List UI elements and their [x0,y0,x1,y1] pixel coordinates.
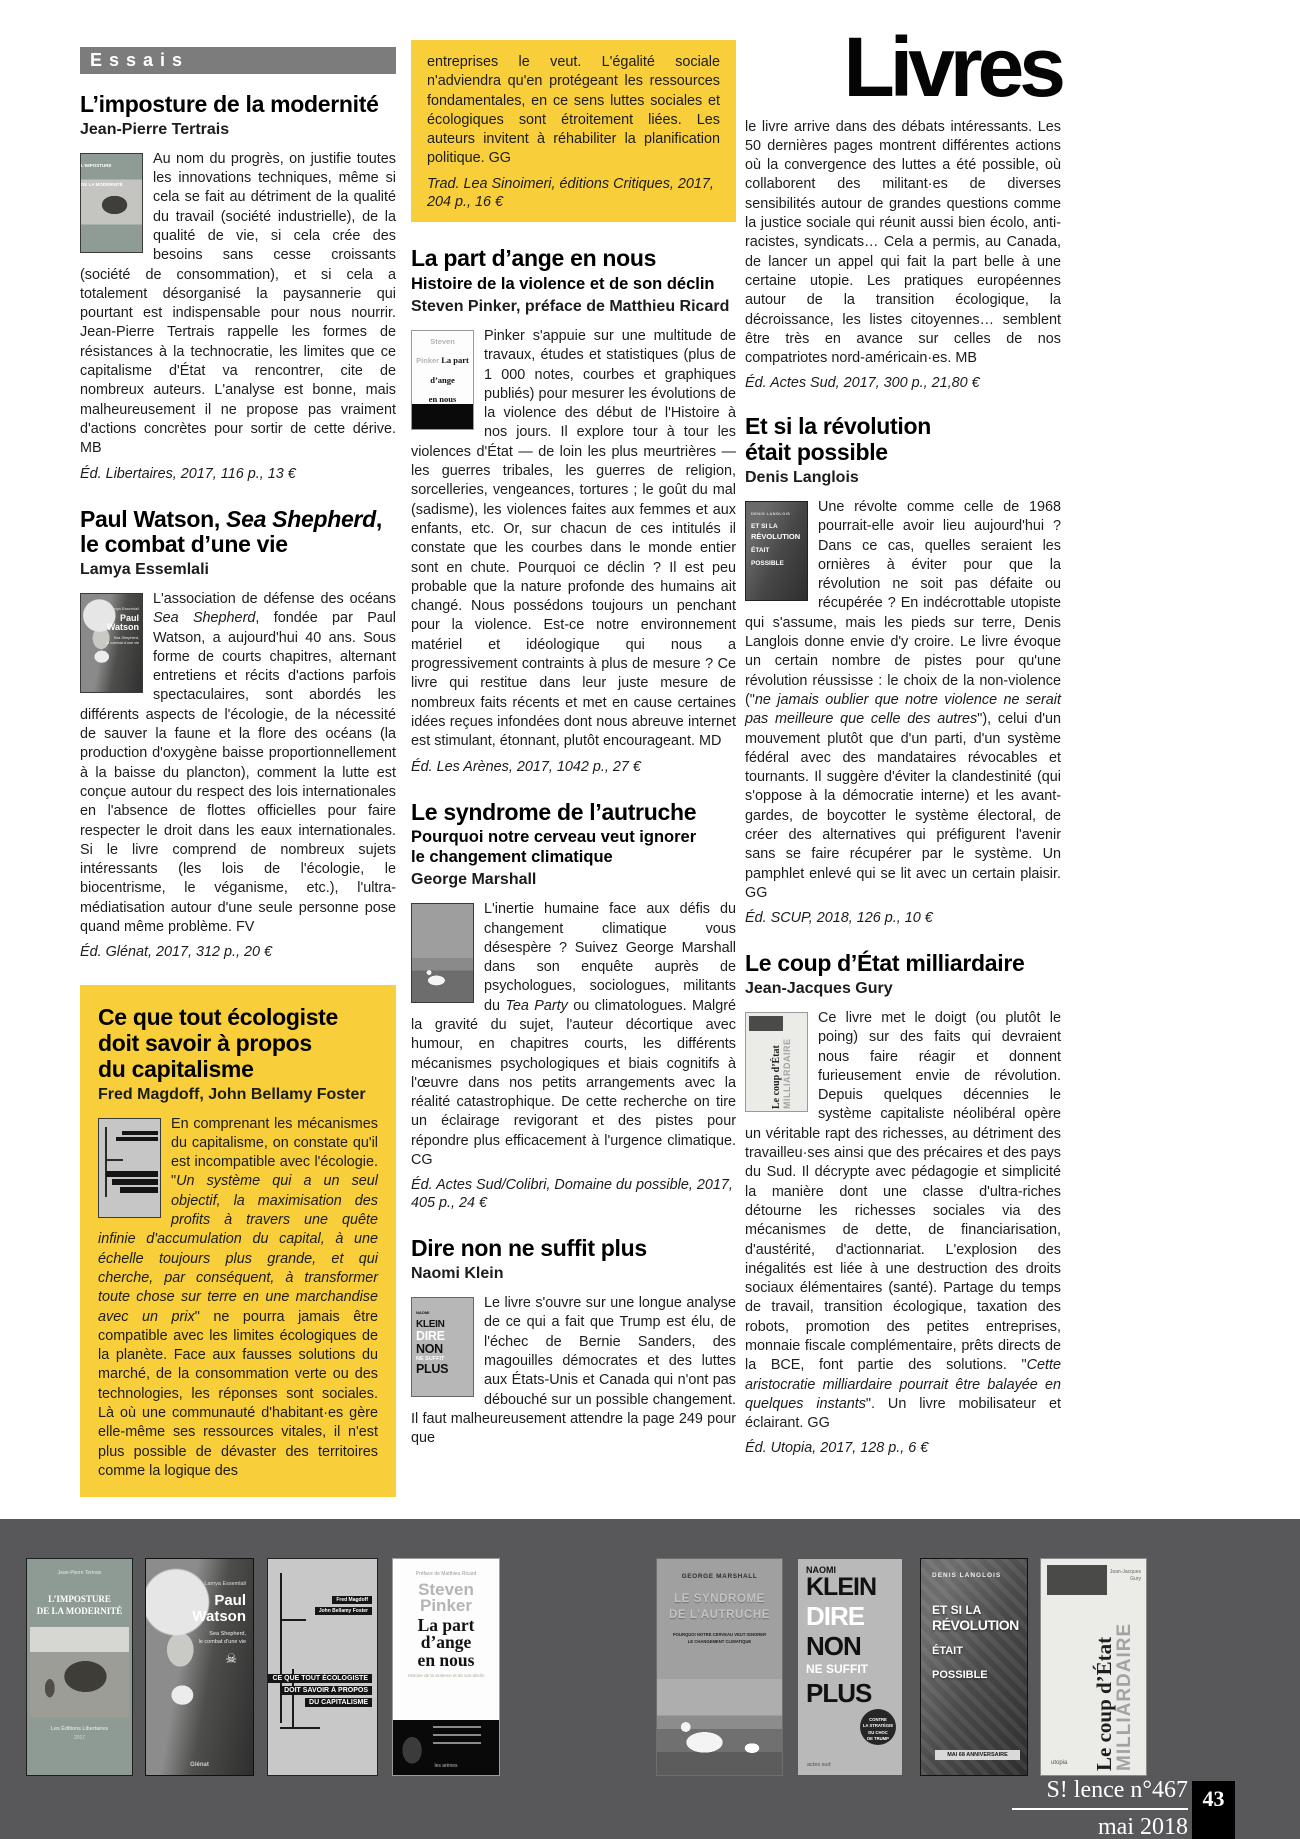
review-title: Le coup d’État milliardaire [745,950,1025,977]
cover-title: LE SYNDROME DE L’AUTRUCHE [668,1593,771,1621]
review-source: Éd. Actes Sud, 2017, 300 p., 21,80 € [745,375,980,392]
review-source: Éd. Glénat, 2017, 312 p., 20 € [80,944,273,961]
review-title: Le syndrome de l’autruche [411,798,697,825]
cover-micro-line [433,1726,481,1728]
review-subtitle: Histoire de la violence et de son déclin [411,274,715,293]
review-author: George Marshall [411,871,537,889]
review-body: Lamya Essemlali Paul Watson Sea Shepherd, le combat d’une vie L'association de défense des océans Sea Shepherd, fondée par Paul Watson, a aujourd'hui 40 ans. Sous forme de courts chapitres, alternant entretiens et récits d'actions parfois spectaculaires, sont abordés les différents aspects de l'écologie, de la nécessité de sauver la faune et la flore des océans (la production d'oxygène baisse proportionnellement à la baisse du plancton), comment la lutte est conçue autour du respect des lois internationales en l'absence de flottes officielles pour faire respecter le droit dans les eaux internationales. Si le livre comprend de nombreux sujets intéressants (les lois de l'écologie, le biocentrisme, le véganisme, etc.), l'ultra-médiatisation autour d'une seule personne pose quand même problème. FV [80,591,396,936]
review-title: La part d’ange en nous [411,244,657,271]
cover-title: L’IMPOSTURE DE LA MODERNITÉ [36,1594,123,1616]
review-imposture [80,92,396,483]
review-title: Paul Watson, Sea Shepherd, le combat d’une vie [80,505,382,558]
book-cover-thumbnail [80,153,143,253]
review-klein [411,1236,736,1448]
polar-bear-illustration [657,1679,782,1775]
review-source: Éd. SCUP, 2018, 126 p., 10 € [745,910,933,927]
cover-micro-line [433,1734,481,1736]
highlight-box-capitalisme [80,985,396,1497]
review-klein-continuation [745,118,1061,393]
cover-author-bar [116,1137,158,1141]
cover-decor-line [105,1159,123,1161]
review-author: Fred Magdoff, John Bellamy Foster [98,1085,366,1103]
book-cover-thumbnail [411,903,474,1003]
thumb-subtitle: Sea Shepherd, le combat d’une vie [106,636,139,646]
review-body: En comprenant les mécanismes du capitalisme, on constate qu'il est incompatible avec l'écologie. "Un système qui a un seul objectif, la maximisation des profits à travers une quête infinie d'accumulation du capital, à une échelle toujours plus grande, et qui cherche, par conséquent, à transformer toute chose sur terre en une marchandise avec un prix" ne pourra jamais être compatible avec les limites écologiques de la planète. Face aux fausses solutions du marché, de la consommation verte ou des technologies, les réponses sont sociales. Là où une communauté d'habitant·es gère elle-même ses ressources vitales, il n'est plus possible de dévaster des territoires comme la logique des [98,1115,378,1479]
thumb-title: L’IMPOSTURE DE LA MODERNITÉ [81,162,123,188]
cover-langlois: DENIS LANGLOIS ET SI LA RÉVOLUTION ÉTAIT POSSIBLE MAI 68 ANNIVERSAIRE [920,1558,1028,1776]
review-body: Steven Pinker La part d’ange en nous Pinker s'appuie sur une multitude de travaux, études et statistiques (plus de 1 000 notes, courbes et graphiques publiés) pour mesurer les évolutions de la violence des début de l'Histoire à nos jours. Il explore tour à tour les violences d'État — de loin les plus meurtrières — les guerres tribales, les guerres de religion, sorcelleries, vengeances, tortures ; le goût du mal (sadisme), les violences faites aux femmes et aux enfants, etc. Or, sur chacun de ces intitulés il constate que les courbes dans le monde entier sont en chute. Pourquoi ce déclin ? Il est peu probable que la nature profonde des humains ait changé. Nous possédons toujours un penchant pour la violence. Est-ce notre environnement matériel et idéologique qui nous a progressivement contraints à plus de mesure ? Ce livre qui restitue dans leur juste mesure de nombreux faits récents et met en cause certaines idées reçues infondées dont nous abreuve internet est stimulant, étonnant, plutôt encourageant. MD [411,328,736,750]
review-author: Jean-Jacques Gury [745,979,893,997]
cover-title-bar [112,1179,158,1185]
review-author: Denis Langlois [745,468,859,486]
cover-decor-line [280,1619,306,1621]
cover-klein: NAOMI KLEIN DIRE NON NE SUFFIT PLUS CONTRE LA STRATÉGIE DU CHOC DE TRUMP actes sud [797,1558,903,1776]
review-title: Dire non ne suffit plus [411,1235,647,1262]
review-magdoff [98,1005,378,1481]
review-marshall [411,800,736,1213]
thumb-author: Steven Pinker [416,337,455,366]
thumb-title-rotated: Le coup d’État MILLIARDAIRE [771,1038,792,1109]
review-source: Éd. Libertaires, 2017, 116 p., 13 € [80,465,296,482]
page-number: 43 [1192,1781,1235,1839]
book-cover-thumbnail: NAOMI KLEIN DIRE NON NE SUFFIT PLUS [411,1297,474,1397]
cover-gury: Jean-Jacques Gury Le coup d’État MILLIARDAIRE utopia [1040,1558,1147,1776]
book-cover-thumbnail: DENIS LANGLOIS ET SI LA RÉVOLUTION ÉTAIT POSSIBLE [745,501,808,601]
cover-subtitle: POURQUOI NOTRE CERVEAU VEUT IGNORER LE CHANGEMENT CLIMATIQUE [672,1632,767,1644]
review-body: Le coup d’État MILLIARDAIRE Ce livre met le doigt (ou plutôt le poing) sur des faits qui devraient nous faire réagir et donnent furieusement envie de révolution. Depuis quelques décennies le système capitaliste néolibéral opère un véritable rapt des richesses, au détriment des travailleu·ses ainsi que des précaires et des pays du Sud. Il décrypte avec pédagogie et simplicité la manière dont une classe d'ultra-riches détourne les richesses sociales via des mécanismes de dette, de financiarisation, d'austérité, d'actionnariat. L'explosion des inégalités est liée à une destruction des droits sociaux élémentaires (santé). Partage du temps de travail, transition écologique, taxation des robots, promotion des petites entreprises, monnaie fiscale complémentaire, prêts directs de la BCE, font partie des solutions. "Cette aristocratie milliardaire pourrait être balayée en quelques instants". Un livre mobilisateur et éclairant. GG [745,1009,1061,1432]
review-title: L’imposture de la modernité [80,91,379,117]
review-body-continuation: entreprises le veut. L'égalité sociale n'adviendra qu'en protégeant les ressources fondamentales, en ce sens luttes sociales et écologiques sont étroitement liées. Les auteurs invitent à réhabiliter la planification politique. GG [427,54,720,167]
cover-author: Jean-Jacques Gury [1109,1569,1141,1582]
highlight-box-continuation [411,40,736,222]
cover-micro-line [433,1742,481,1744]
book-cover-thumbnail [745,1012,808,1112]
book-cover-thumbnail [411,330,474,430]
skull-crossbones-icon: ☠ [225,1651,237,1666]
magazine-name: S! lence n°467 [1012,1777,1188,1810]
cover-imposture: Jean-Pierre Tertrais L’IMPOSTURE DE LA MODERNITÉ Les Éditions Libertaires 2017 [26,1558,133,1776]
review-title: Et si la révolution était possible [745,413,932,466]
cover-decor-line [280,1727,320,1729]
cover-subtitle: Sea Shepherd, le combat d’une vie [198,1631,246,1645]
cover-title: Paul Watson [192,1592,246,1625]
review-author: Jean-Pierre Tertrais [80,120,230,138]
page-title: Livres [843,20,1061,114]
elephant-photo [30,1627,129,1717]
review-gury [745,951,1061,1457]
cover-author-bar [122,1131,158,1135]
cover-bottom-band [412,404,473,429]
cover-title: CE QUE TOUT ÉCOLOGISTE DOIT SAVOIR À PROPOS DU CAPITALISME [268,1671,372,1707]
column-left [80,0,396,1497]
section-header-bar [80,47,396,74]
column-middle [411,0,736,1473]
review-body: DENIS LANGLOIS ET SI LA RÉVOLUTION ÉTAIT POSSIBLE Une révolte comme celle de 1968 pourrait-elle avoir lieu aujourd'hui ? Dans ce cas, quelles seraient les ornières à éviter pour que la révolution ne soit pas défaite ou récupérée ? En indécrottable utopiste qui s'assume, mais les pieds sur terre, Denis Langlois donne envie d'y croire. Le livre évoque un certain nombre de pistes pour qu'une révolution réussisse : le choix de la non-violence ("ne jamais oublier que notre violence ne serait pas meilleure que celle des autres"), celui d'un mouvement plutôt que d'un parti, d'un système fédéral avec des mandataires révocables et tournants. Il suggère d'éviter la clandestinité (qui s'oppose à la démocratie interne) et les avant-gardes, de boycotter le système électoral, de créer des alternatives qui préfigurent l'avenir sans se faire récupérer par le système. Un pamphlet enlevé qui se lit avec un certain plaisir. GG [745,498,1061,901]
cover-decor-line [105,1127,107,1197]
review-source: Éd. Les Arènes, 2017, 1042 p., 27 € [411,758,641,775]
cover-title-rotated: Le coup d’État MILLIARDAIRE [1092,1622,1136,1771]
cover-author: Steven Pinker [418,1580,474,1616]
cover-badge: CONTRE LA STRATÉGIE DU CHOC DE TRUMP [860,1709,896,1745]
issue-date: mai 2018 [1098,1813,1188,1839]
cover-watson: Lamya Essemlali Paul Watson Sea Shepherd, le combat d’une vie ☠ Glénat [145,1558,254,1776]
thumb-title: Paul Watson [106,613,139,633]
review-source: Éd. Actes Sud/Colibri, Domaine du possible, 2017, 405 p., 24 € [411,1177,733,1212]
review-title: Ce que tout écologiste doit savoir à propos du capitalisme [98,1004,339,1082]
cover-title: ET SI LA RÉVOLUTION ÉTAIT POSSIBLE [932,1603,1019,1681]
review-body: NAOMI KLEIN DIRE NON NE SUFFIT PLUS Le livre s'ouvre sur une longue analyse de ce qui a fait que Trump est élu, de l'échec de Bernie Sanders, des magouilles démocrates et des luttes aux États-Unis et Canada qui n'ont pas débouché sur un possible changement. Il faut malheureusement attendre la page 249 pour que [411,1295,736,1447]
book-covers-strip [0,1519,1300,1839]
review-body: L'inertie humaine face aux défis du changement climatique vous désespère ? Suivez George Marshall dans son enquête auprès de psychologues, sociologues, militants du Tea Party ou climatologues. Malgré la gravité du sujet, l'auteur décortique avec humour, en chapitres courts, les différents mécanismes psychologiques et biais cognitifs à l'œuvre dans nos petits arrangements avec la réalité catastrophique. De cette recherche on tire un éclairage revigorant et des pistes pour répondre plus efficacement à l'urgence climatique. CG [411,901,736,1169]
review-langlois [745,414,1061,927]
cover-marshall: GEORGE MARSHALL LE SYNDROME DE L’AUTRUCHE POURQUOI NOTRE CERVEAU VEUT IGNORER LE CHANGEMENT CLIMATIQUE [656,1558,783,1776]
cover-magdoff [267,1558,378,1776]
review-author: Naomi Klein [411,1265,504,1283]
column-right [745,0,1061,1481]
review-body-continuation: le livre arrive dans des débats intéressants. Les 50 dernières pages montrent différentes actions où la convergence des luttes a été possible, où collaborent des militant·es de diverses sensibilités autour de grandes questions comme la justice sociale qui réunit aussi bien écolo, anti-racistes, syndicats… Cela a permis, au Canada, de lancer un appel qui fait la part belle à une certaine utopie. Les pratiques européennes autour de la transition écologique, la décroissance, les listes citoyennes… semblent être très en avance sur celles de nos compatriotes nord-américain·es. MB [745,118,1061,367]
review-author: Steven Pinker, préface de Matthieu Ricard [411,298,730,315]
section-label: Essais [90,50,190,70]
book-cover-thumbnail: Lamya Essemlali Paul Watson Sea Shepherd, le combat d’une vie [80,593,143,693]
cover-pinker: Préface de Matthieu Ricard Steven Pinker La part d’ange en nous Histoire de la violence et de son déclin les arènes [392,1558,500,1776]
review-author: Lamya Essemlali [80,561,209,578]
review-body: L’IMPOSTURE DE LA MODERNITÉ Au nom du progrès, on justifie toutes les innovations techniques, même si cela se fait au détriment de la qualité du travail (société industrielle), de la qualité de vie, si cela crée des besoins sans cesse croissants (société de consommation), et si cela a totalement désorganisé la paysannerie qui pourtant est indispensable pour nous nourrir. Jean-Pierre Tertrais rappelle les formes de résistances à la technocratie, les limites que ce capitalisme d'État va rencontrer, cite de nombreux auteurs. L'analyse est bonne, mais malheureusement il ne propose pas vraiment d'actions concrètes pour sortir de cette dérive. MB [80,150,396,457]
cover-title: La part d’ange en nous [417,1615,475,1670]
magazine-footer [1012,1777,1188,1839]
cover-title-bar [120,1187,158,1193]
thumb-title: La part d’ange en nous [428,355,469,404]
review-watson [80,507,396,962]
review-source: Éd. Utopia, 2017, 128 p., 6 € [745,1440,929,1457]
cover-title-bar [106,1171,158,1177]
review-pinker [411,246,736,776]
review-subtitle: Pourquoi notre cerveau veut ignorer le changement climatique [411,828,697,866]
review-source: Trad. Lea Sinoimeri, éditions Critiques, 2017, 204 p., 16 € [427,175,714,210]
book-cover-thumbnail [98,1118,161,1218]
cover-authors: Fred Magdoff John Bellamy Foster [315,1593,372,1615]
